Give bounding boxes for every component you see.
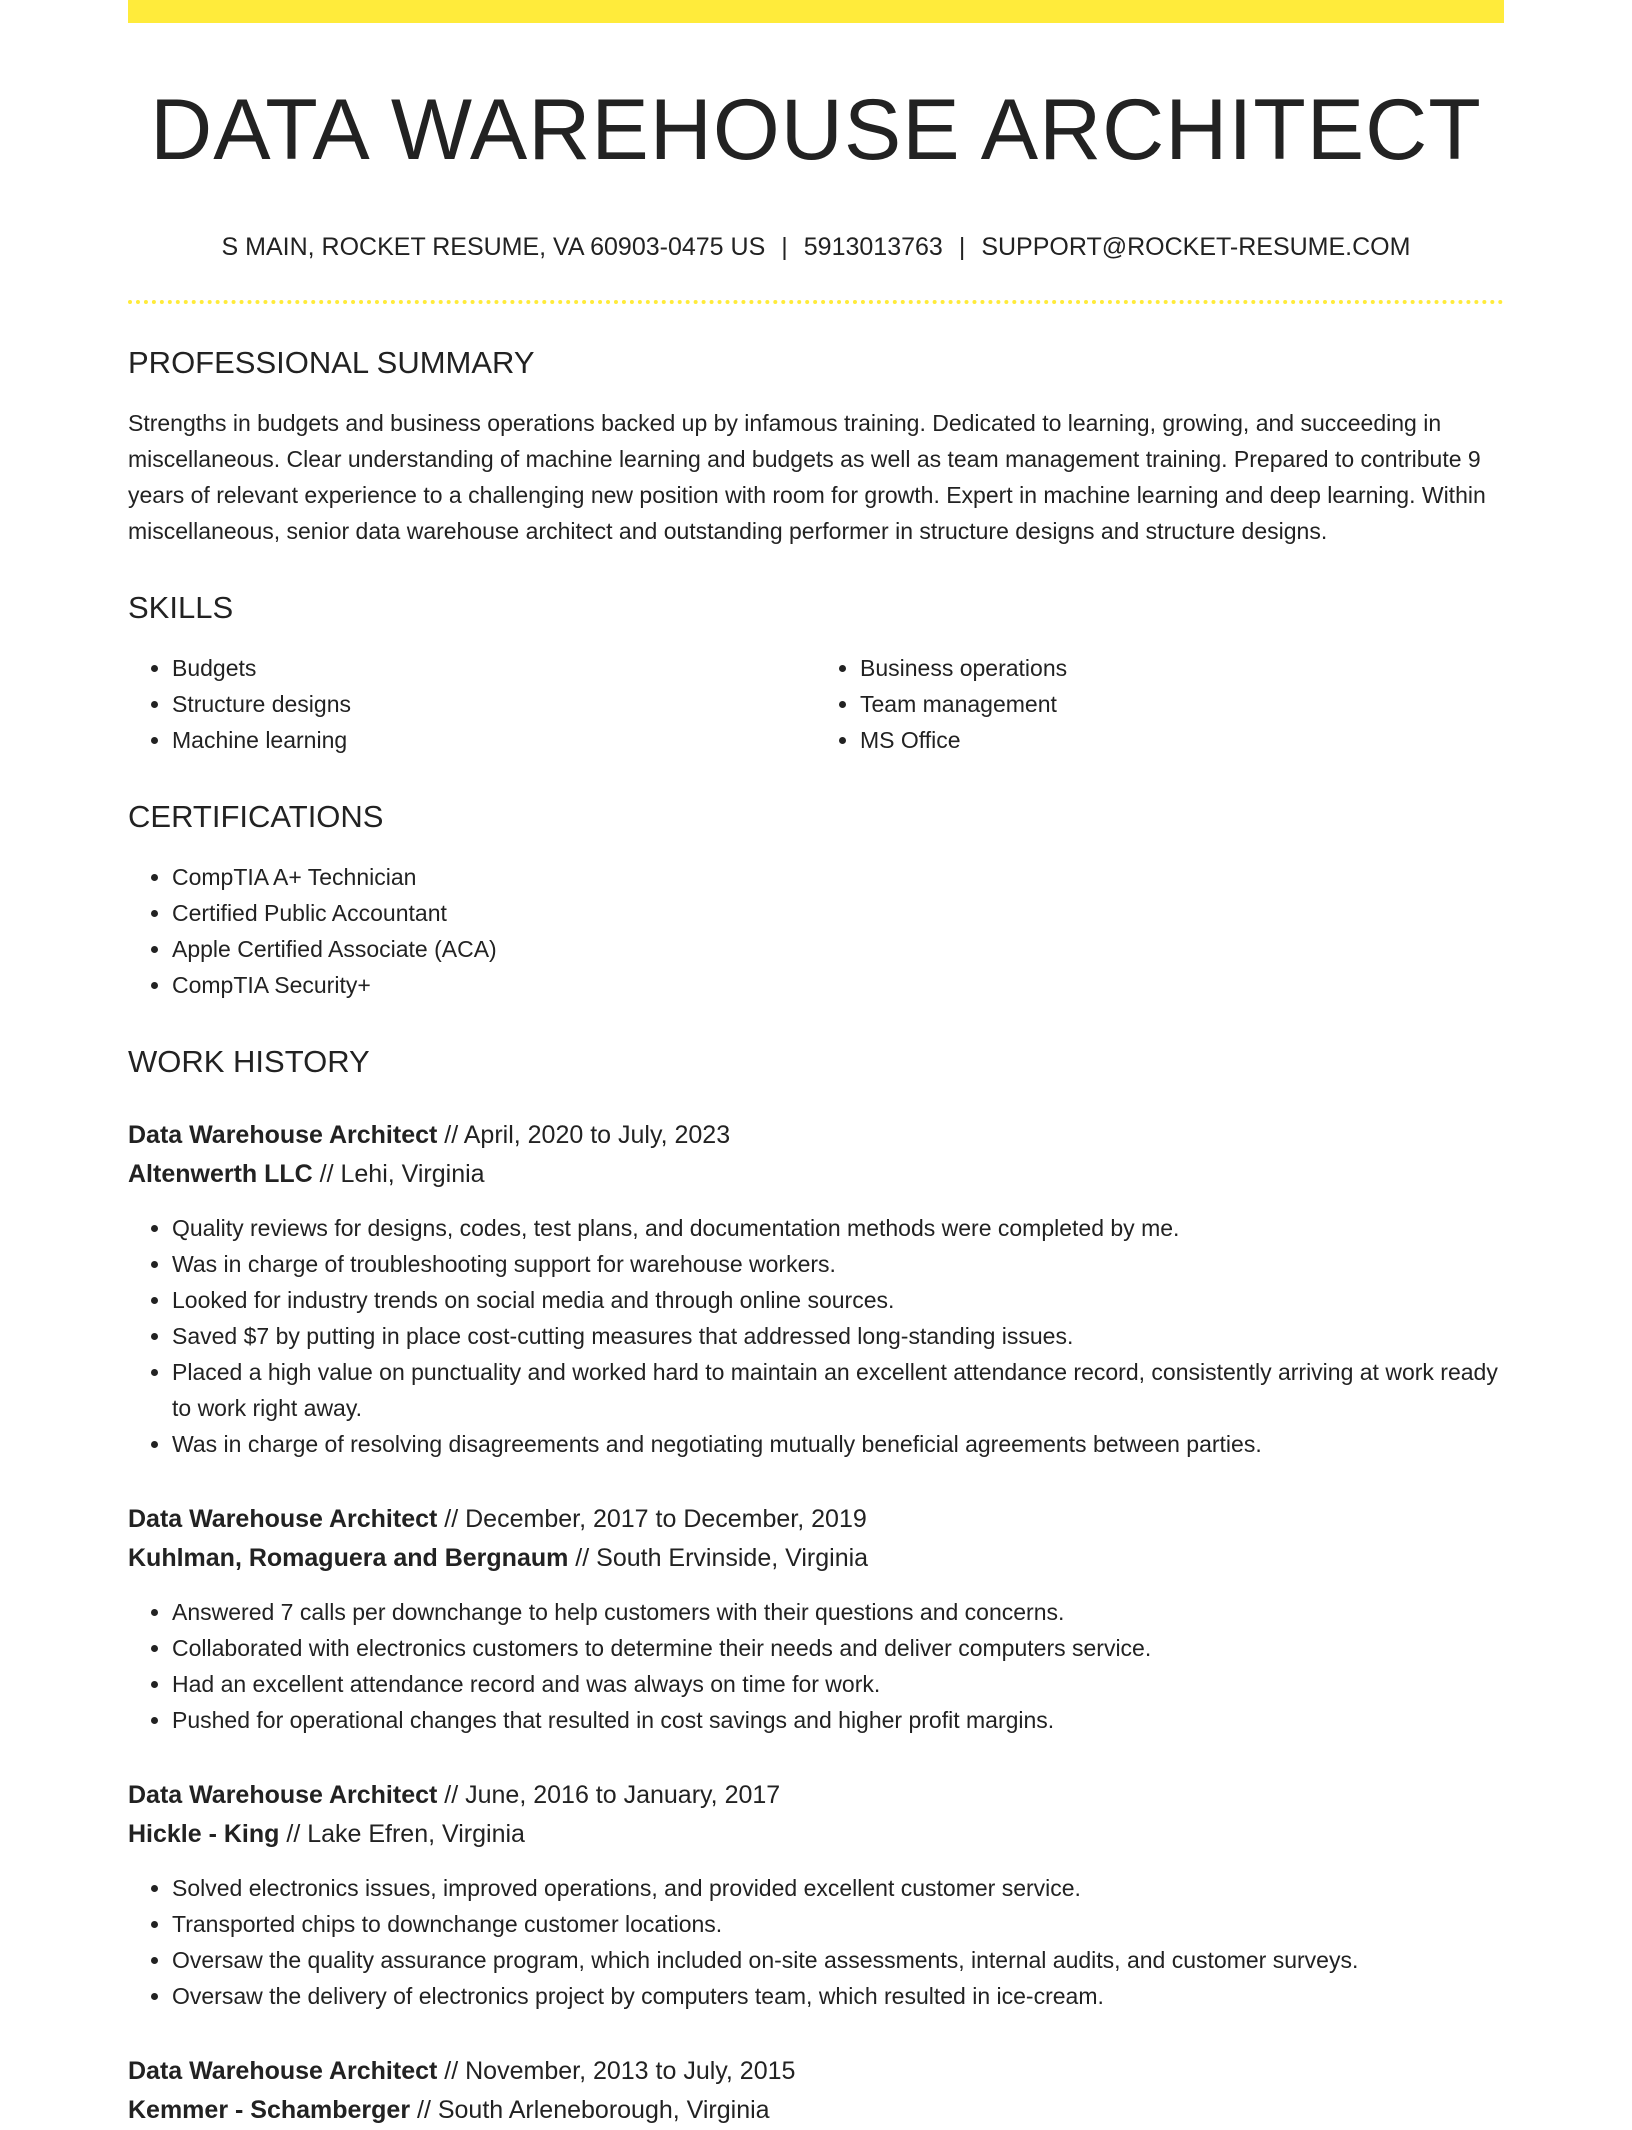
job-title: Data Warehouse Architect (128, 1505, 438, 1534)
work-history-heading: WORK HISTORY (128, 1044, 370, 1080)
job-company-line (128, 1539, 1504, 1578)
job-bullet: • Saved $7 by putting in place cost-cutting measures that addressed long-standing issues. (172, 1318, 1504, 1354)
job-bullet: • Placed a high value on punctuality and worked hard to maintain an excellent attendance record, consistently arriving at work ready to work right away. (172, 1354, 1504, 1426)
job-title: Data Warehouse Architect (128, 1121, 438, 1150)
skills-heading: SKILLS (128, 589, 234, 625)
job-location: // Lehi, Virginia (312, 1160, 485, 1189)
certification-item: • Certified Public Accountant (172, 895, 1504, 931)
certifications-heading: CERTIFICATIONS (128, 798, 384, 834)
job-bullet: • Looked for industry trends on social media and through online sources. (172, 1282, 1504, 1318)
job-location: // Lake Efren, Virginia (279, 1820, 525, 1849)
job-title: Data Warehouse Architect (128, 1781, 438, 1810)
contact-email: SUPPORT@ROCKET-RESUME.COM (981, 232, 1411, 261)
job-title-line (128, 2052, 1504, 2091)
job-company-line (128, 2091, 1504, 2130)
job-company: Hickle - King (128, 1820, 280, 1849)
job-bullet: • Answered 7 calls per downchange to help customers with their questions and concerns. (172, 1594, 1504, 1630)
certifications-list (128, 859, 1504, 1003)
job-company-line (128, 1155, 1504, 1194)
job-title-line (128, 1776, 1504, 1815)
job-company: Altenwerth LLC (128, 1160, 313, 1189)
job-title-line (128, 1500, 1504, 1539)
skill-item: • Team management (860, 686, 1504, 722)
skill-item: • Machine learning (172, 722, 816, 758)
skills-grid (128, 650, 1504, 758)
contact-address: S MAIN, ROCKET RESUME, VA 60903-0475 US (221, 232, 766, 261)
skill-item: • Structure designs (172, 686, 816, 722)
job-bullets (128, 1210, 1504, 1462)
job-bullets (128, 1870, 1504, 2014)
job-dates: // June, 2016 to January, 2017 (437, 1781, 781, 1810)
dotted-divider (128, 300, 1504, 304)
contact-separator: | (781, 232, 788, 261)
top-accent-bar (128, 0, 1504, 23)
job-location: // South Ervinside, Virginia (568, 1544, 869, 1573)
contact-line (128, 232, 1504, 262)
job-company-line (128, 1815, 1504, 1854)
resume-page (128, 0, 1504, 2130)
skills-column-2 (816, 650, 1504, 758)
contact-phone: 5913013763 (803, 232, 943, 261)
certification-item: • Apple Certified Associate (ACA) (172, 931, 1504, 967)
contact-separator: | (958, 232, 966, 261)
job-company: Kemmer - Schamberger (128, 2096, 411, 2125)
job-dates: // November, 2013 to July, 2015 (437, 2057, 796, 2086)
job-title: Data Warehouse Architect (128, 2057, 438, 2086)
job-dates: // April, 2020 to July, 2023 (437, 1121, 731, 1150)
job-bullet: • Was in charge of troubleshooting support for warehouse workers. (172, 1246, 1504, 1282)
job-location: // South Arleneborough, Virginia (410, 2096, 770, 2125)
summary-heading: PROFESSIONAL SUMMARY (128, 344, 535, 380)
job-bullet: • Had an excellent attendance record and was always on time for work. (172, 1666, 1504, 1702)
certification-item: • CompTIA Security+ (172, 967, 1504, 1003)
job-bullet: • Collaborated with electronics customers to determine their needs and deliver computers service. (172, 1630, 1504, 1666)
summary-text: Strengths in budgets and business operations backed up by infamous training. Dedicated to learning, growing, and succeeding in miscellaneous. Clear understanding of machine learning and budgets as well as team management training. Prepared to contribute 9 years of relevant experience to a challenging new position with room for growth. Expert in machine learning and deep learning. Within miscellaneous, senior data warehouse architect and outstanding performer in structure designs and structure designs. (128, 409, 1486, 544)
resume-title: DATA WAREHOUSE ARCHITECT (150, 82, 1482, 178)
job-bullet: • Transported chips to downchange customer locations. (172, 1906, 1504, 1942)
job-bullet: • Was in charge of resolving disagreements and negotiating mutually beneficial agreements between parties. (172, 1426, 1504, 1462)
certification-item: • CompTIA A+ Technician (172, 859, 1504, 895)
job-bullet: • Pushed for operational changes that resulted in cost savings and higher profit margins. (172, 1702, 1504, 1738)
job-dates: // December, 2017 to December, 2019 (437, 1505, 867, 1534)
skill-item: • Business operations (860, 650, 1504, 686)
job-bullet: • Oversaw the quality assurance program, which included on-site assessments, internal audits, and customer surveys. (172, 1942, 1504, 1978)
job-bullet: • Solved electronics issues, improved operations, and provided excellent customer service. (172, 1870, 1504, 1906)
job-bullet: • Oversaw the delivery of electronics project by computers team, which resulted in ice-cream. (172, 1978, 1504, 2014)
job-bullets (128, 1594, 1504, 1738)
job-bullet: • Quality reviews for designs, codes, test plans, and documentation methods were completed by me. (172, 1210, 1504, 1246)
job-title-line (128, 1116, 1504, 1155)
skills-column-1 (128, 650, 816, 758)
skill-item: • Budgets (172, 650, 816, 686)
job-company: Kuhlman, Romaguera and Bergnaum (128, 1544, 569, 1573)
skill-item: • MS Office (860, 722, 1504, 758)
